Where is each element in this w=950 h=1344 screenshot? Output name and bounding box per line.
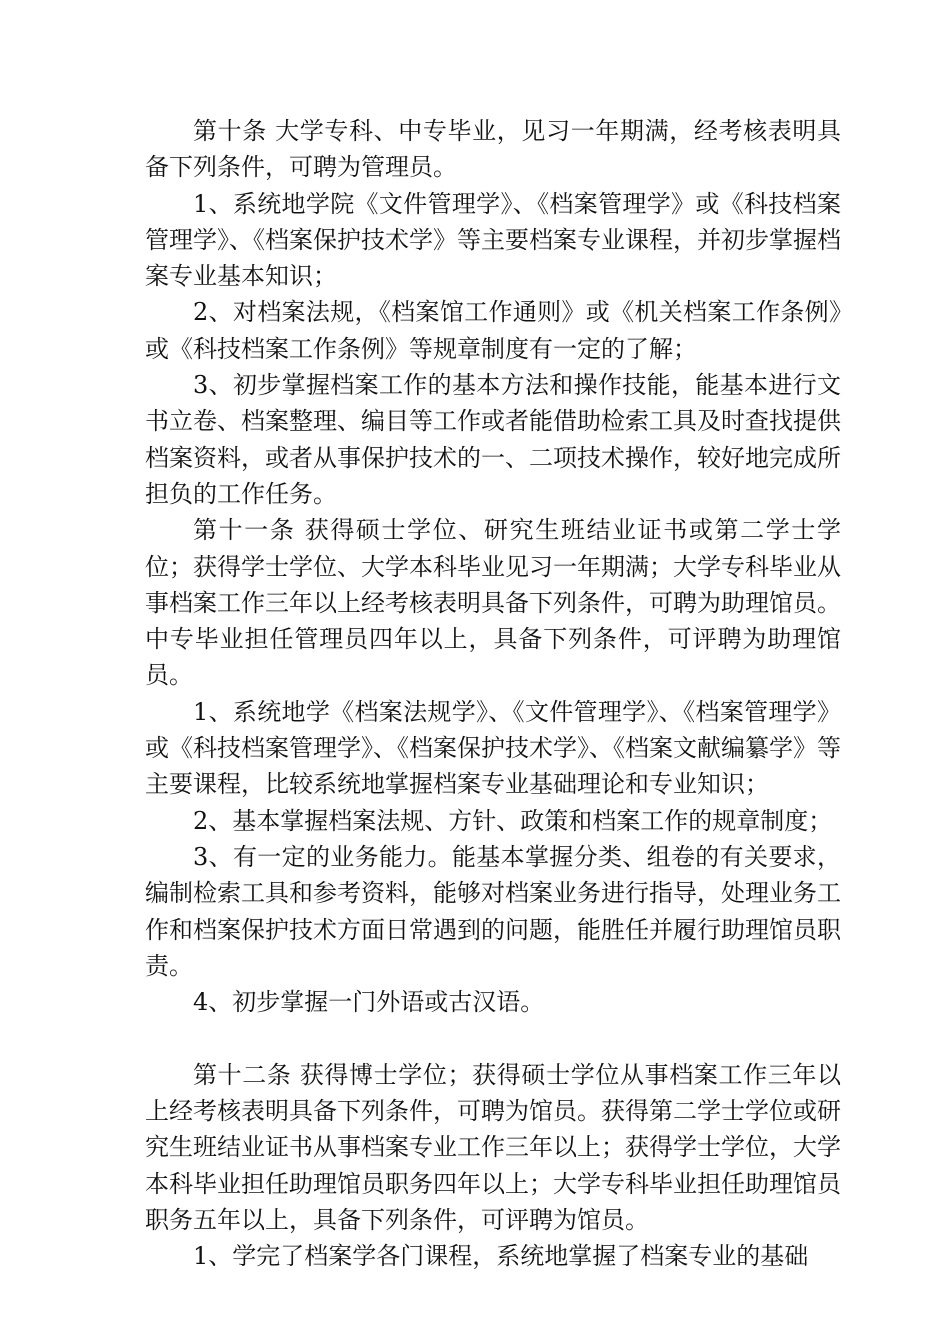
article-11-item-3: 3、有一定的业务能力。能基本掌握分类、组卷的有关要求，编制检索工具和参考资料，能够对档案业务进行指导，处理业务工作和档案保护技术方面日常遇到的问题，能胜任并履行助理馆员职责。 [145,842,841,980]
article-10-item-2: 2、对档案法规，《档案馆工作通则》或《机关档案工作条例》或《科技档案工作条例》等规章制度有一定的了解； [145,298,841,363]
blank-line [145,1020,841,1056]
article-11-item-4: 4、初步掌握一门外语或古汉语。 [193,988,545,1017]
article-10-item-3: 3、初步掌握档案工作的基本方法和操作技能，能基本进行文书立卷、档案整理、编目等工作或者能借助检索工具及时查找提供档案资料，或者从事保护技术的一、二项技术操作，较好地完成所担负的工作任务。 [145,371,841,508]
article-12-paragraph: 第十二条 获得博士学位；获得硕士学位从事档案工作三年以上经考核表明具备下列条件，可聘为馆员。获得第二学士学位或研究生班结业证书从事档案专业工作三年以上；获得学士学位，大学本科毕业担任助理馆员职务四年以上；大学专科毕业担任助理馆员职务五年以上，具备下列条件，可评聘为馆员。 [145,1060,841,1234]
article-10-paragraph: 第十条 大学专科、中专毕业，见习一年期满，经考核表明具备下列条件，可聘为管理员。 [145,117,841,182]
article-11-item-1: 1、系统地学《档案法规学》、《文件管理学》、《档案管理学》或《科技档案管理学》、《档案保护技术学》、《档案文献编纂学》等主要课程，比较系统地掌握档案专业基础理论和专业知识； [145,697,841,799]
article-11-paragraph: 第十一条 获得硕士学位、研究生班结业证书或第二学士学位；获得学士学位、大学本科毕业见习一年期满；大学专科毕业从事档案工作三年以上经考核表明具备下列条件，可聘为助理馆员。中专毕业担任管理员四年以上，具备下列条件，可评聘为助理馆员。 [145,516,841,690]
article-12-item-1: 1、学完了档案学各门课程，系统地掌握了档案专业的基础 [193,1242,809,1271]
document-body [145,113,841,1275]
article-11-item-2: 2、基本掌握档案法规、方针、政策和档案工作的规章制度； [193,806,833,835]
article-10-item-1: 1、系统地学院《文件管理学》、《档案管理学》或《科技档案管理学》、《档案保护技术学》等主要档案专业课程，并初步掌握档案专业基本知识； [145,189,841,291]
